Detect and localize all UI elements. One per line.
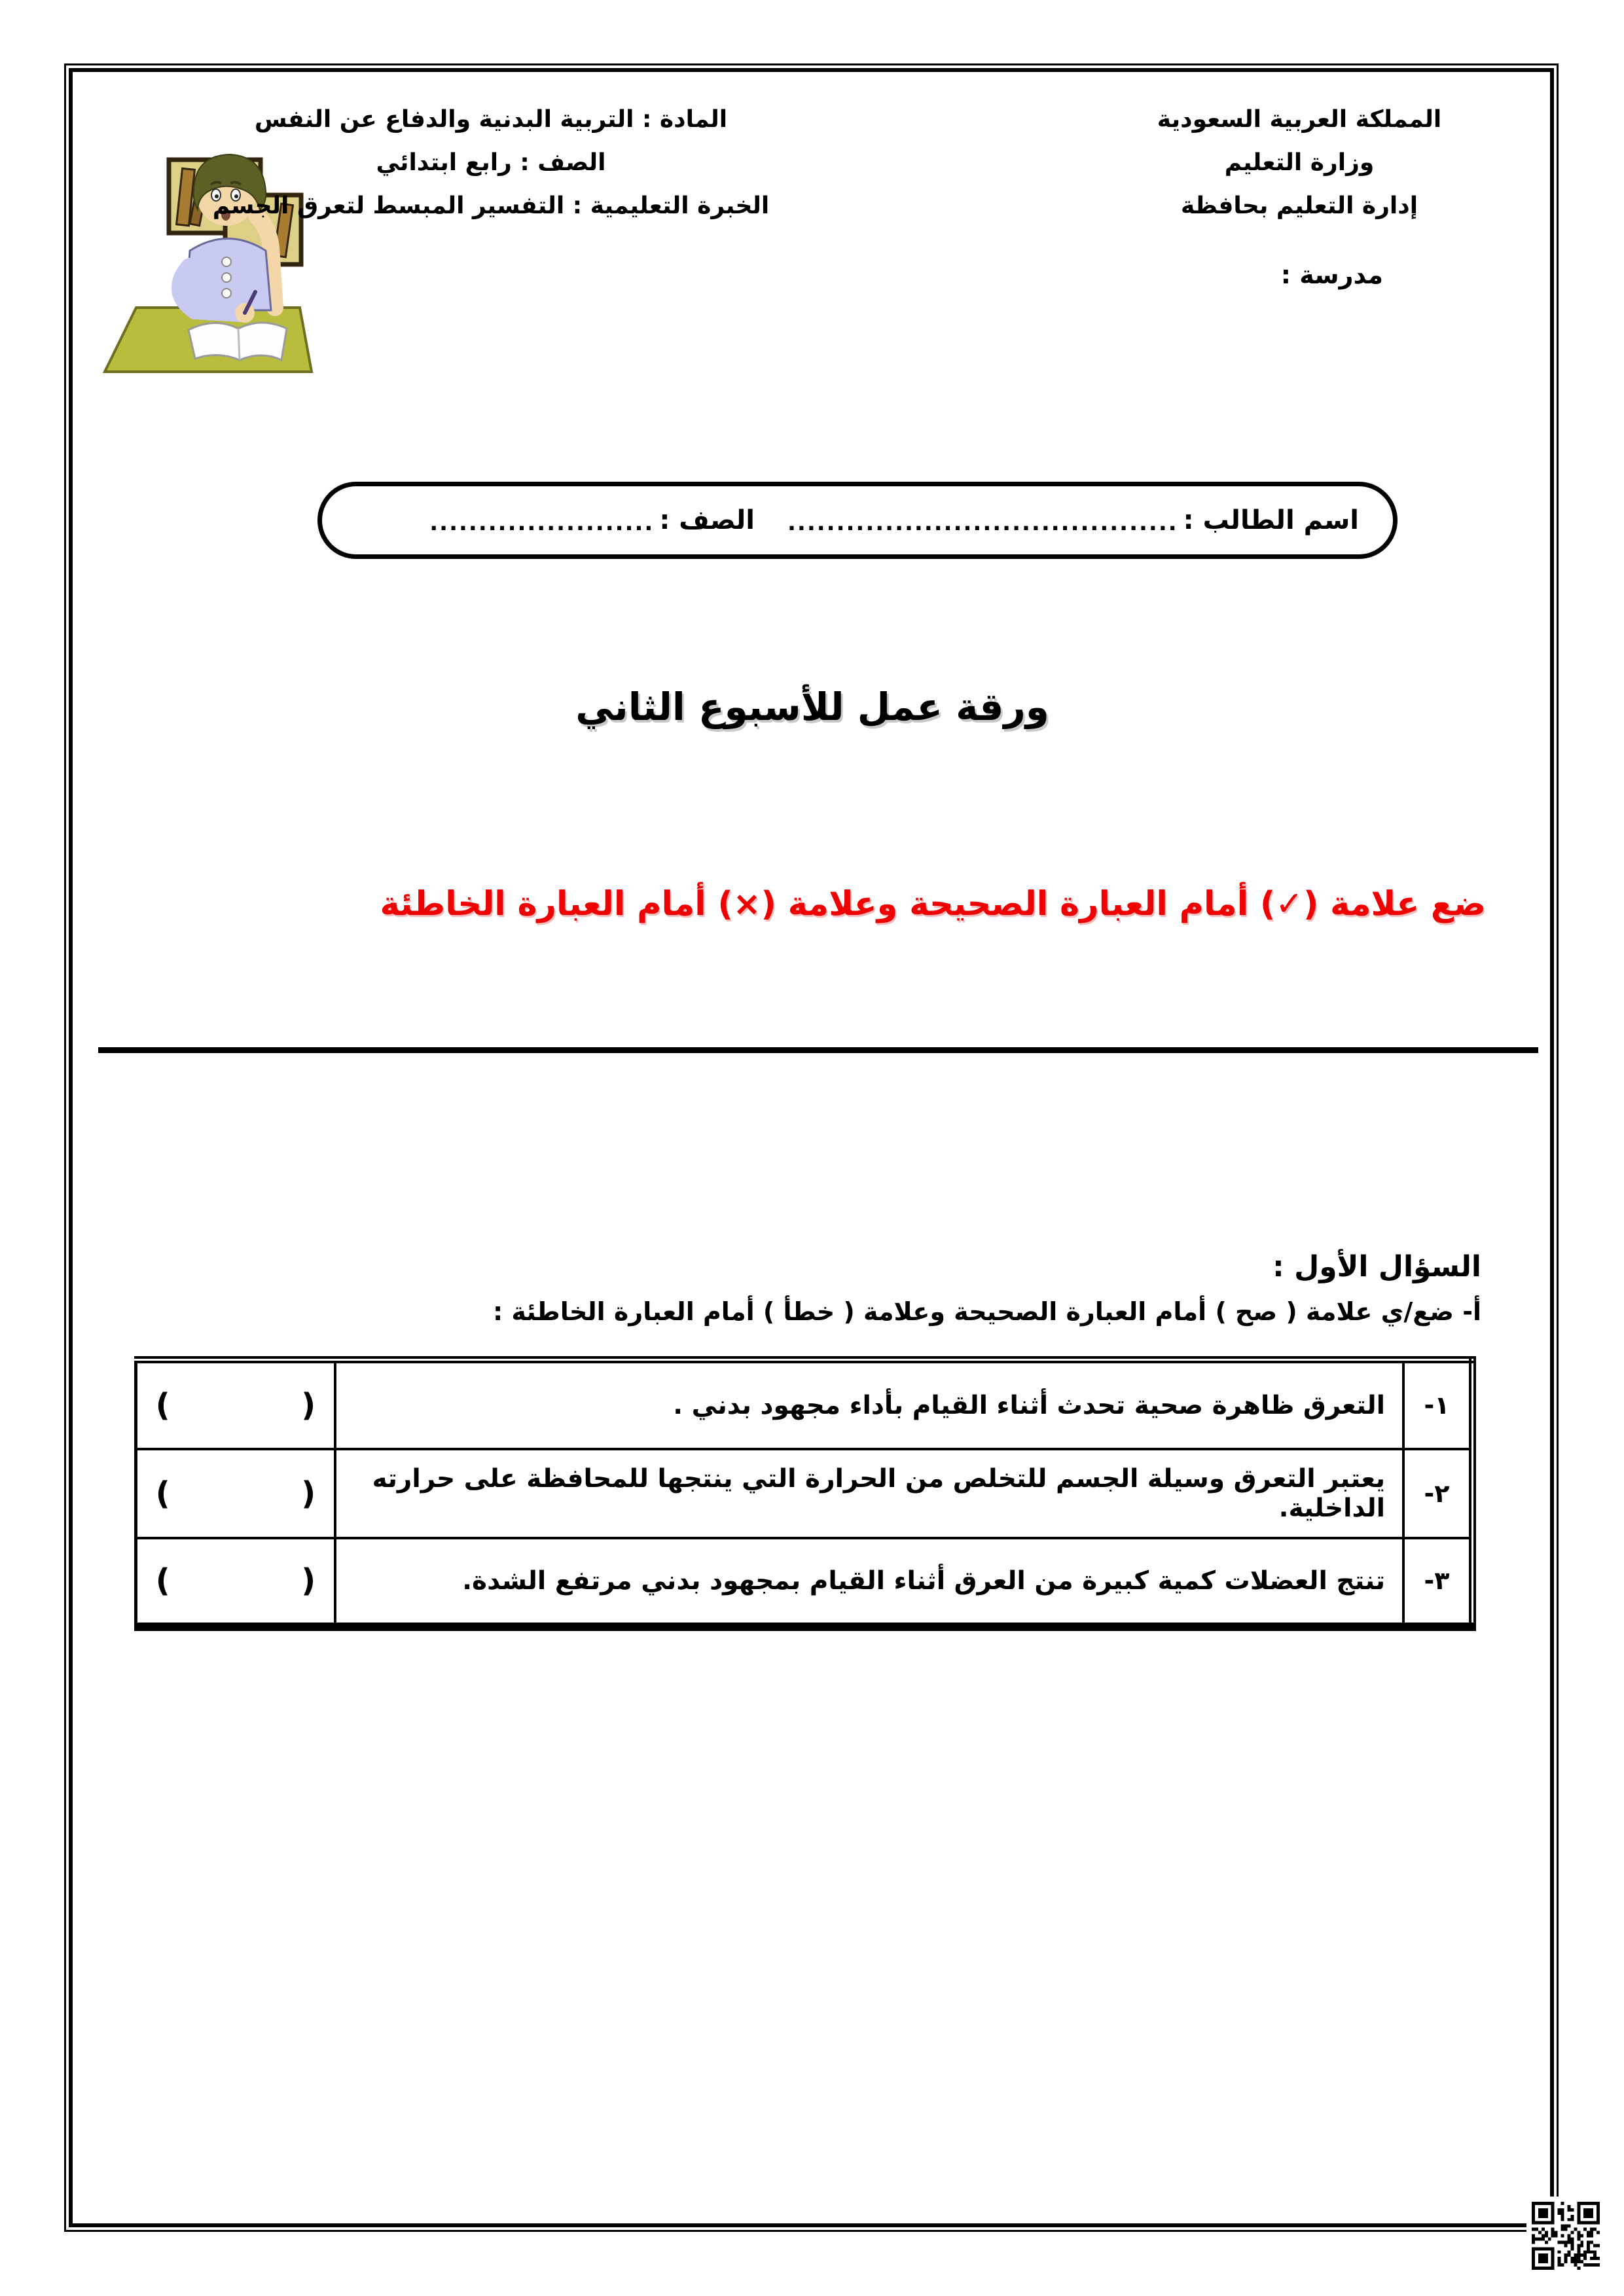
student-name-label: اسم الطالب : <box>1183 505 1359 535</box>
row-number: ٢- <box>1403 1449 1473 1538</box>
statement-text: يعتبر التعرق وسيلة الجسم للتخلص من الحرارة التي ينتجها للمحافظة على حرارته الداخلية. <box>335 1449 1403 1538</box>
learning-experience-line: الخبرة التعليمية : التفسير المبسط لتعرق الجسم <box>212 192 770 219</box>
table-row <box>136 1538 1473 1627</box>
answer-blank[interactable]: ( ) <box>136 1538 336 1627</box>
question-one-header: السؤال الأول : <box>1272 1250 1481 1283</box>
table-row <box>136 1360 1473 1449</box>
answer-blank[interactable]: ( ) <box>136 1449 336 1538</box>
subject-line: المادة : التربية البدنية والدفاع عن النفس <box>254 106 728 133</box>
row-number: ٣- <box>1403 1538 1473 1627</box>
class-label: الصف : <box>659 505 755 535</box>
page-border-frame <box>64 63 1559 2232</box>
qr-code <box>1526 2197 1605 2275</box>
kingdom-line: المملكة العربية السعودية <box>1157 106 1442 133</box>
section-divider <box>98 1047 1538 1053</box>
statement-text: تنتج العضلات كمية كبيرة من العرق أثناء القيام بمجهود بدني مرتفع الشدة. <box>335 1538 1403 1627</box>
page-title: ورقة عمل للأسبوع الثاني <box>575 685 1049 729</box>
header-subject <box>137 98 844 228</box>
ministry-line: وزارة التعليم <box>1224 149 1375 176</box>
open-book-icon <box>189 323 287 360</box>
student-name-blank[interactable]: ........................................ <box>787 510 1178 536</box>
answer-blank[interactable]: ( ) <box>136 1360 336 1449</box>
school-label: مدرسة : <box>1280 260 1383 289</box>
row-number: ١- <box>1403 1360 1473 1449</box>
grade-line: الصف : رابع ابتدائي <box>376 149 606 176</box>
table-row <box>136 1449 1473 1538</box>
header-ministry <box>1129 98 1470 228</box>
true-false-table <box>134 1356 1476 1631</box>
red-instruction: ضع علامة (✓) أمام العبارة الصحيحة وعلامة (×) أمام العبارة الخاطئة <box>380 885 1486 924</box>
class-blank[interactable]: ....................... <box>429 510 655 536</box>
education-admin-line: إدارة التعليم بحافظة <box>1180 192 1418 219</box>
statement-text: التعرق ظاهرة صحية تحدث أثناء القيام بأداء مجهود بدني . <box>335 1360 1403 1449</box>
student-info-bar <box>317 482 1398 559</box>
question-one-instruction: أ- ضع/ي علامة ( صح ) أمام العبارة الصحيحة وعلامة ( خطأ ) أمام العبارة الخاطئة : <box>492 1297 1481 1326</box>
